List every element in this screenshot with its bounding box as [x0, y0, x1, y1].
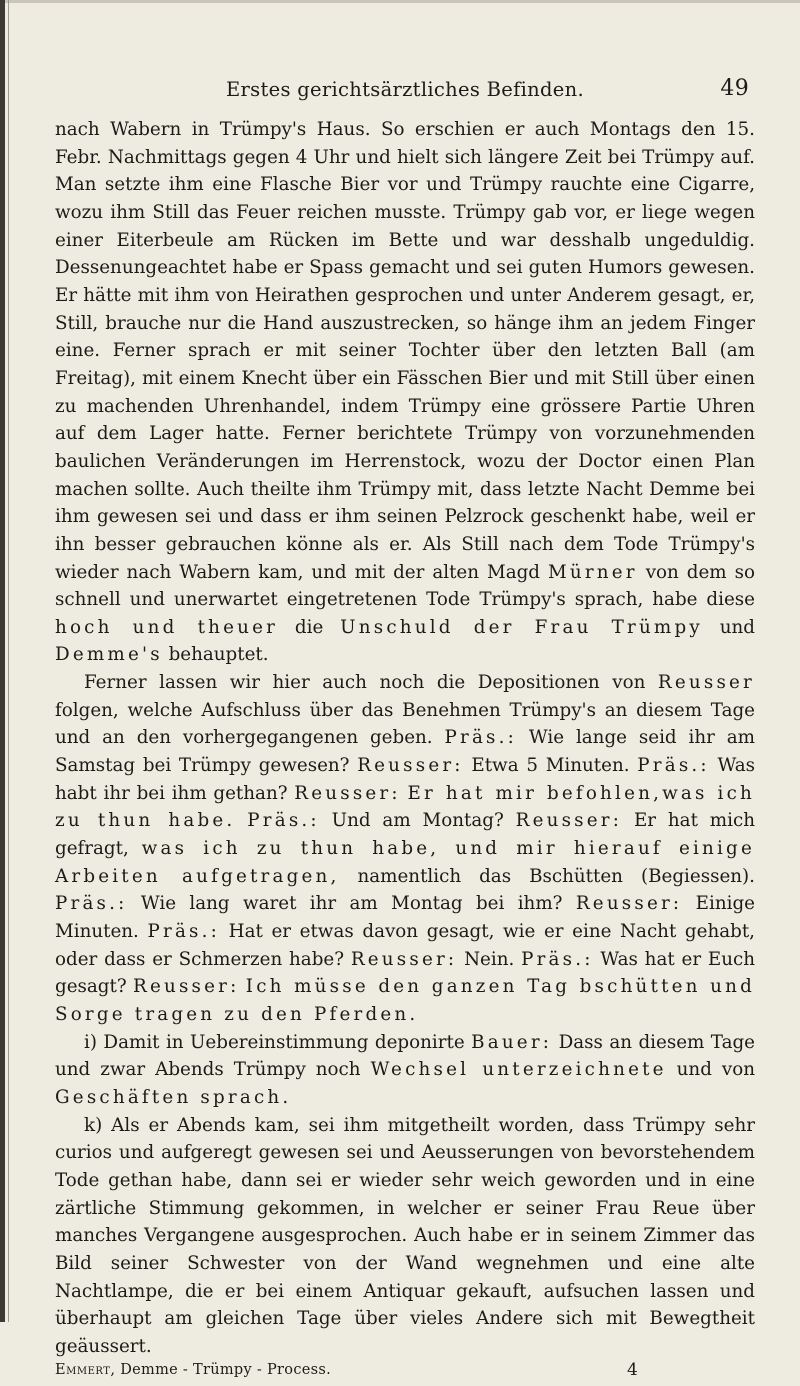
spaced-text: Präs.:: [444, 727, 518, 749]
paragraph-1: [55, 116, 755, 669]
running-title: Erstes gerichtsärztliches Befinden.: [226, 78, 584, 101]
text-run: Wie lang waret ihr am Montag bei ihm?: [127, 893, 576, 915]
spaced-text: Reusser: [657, 672, 755, 694]
paragraph-i: [55, 1029, 755, 1112]
paragraph-2: [55, 669, 755, 1029]
page-body: [55, 116, 755, 1361]
spaced-text: Ich müsse den ganzen Tag bschütten und Sorge tragen zu den Pferden.: [55, 976, 756, 1025]
spaced-text: Demme's: [55, 644, 163, 666]
spaced-text: Unschuld der Frau Trümpy: [340, 616, 703, 638]
text-run: [235, 810, 247, 831]
text-run: k) Als er Abends kam, sei ihm mitgetheilt worden, dass Trümpy sehr curios und aufgeregt gewesen sei und Aeusserungen von bevorstehendem Tode gethan habe, dann sei er wieder sehr weich geworden und in eine zärtliche Stimmung gekommen, in welcher er seiner Frau Reue über manches Vergangene ausgesprochen. Auch habe er in seinem Zimmer das Bild seiner Schwester von der Wand wegnehmen und eine alte Nachtlampe, die er bei einem Antiquar gekauft, aufsuchen lassen und überhaupt am gleichen Tage über vieles Andere sich mit Bewegtheit geäussert.: [55, 1114, 755, 1357]
spaced-text: Reusser:: [133, 976, 240, 998]
spaced-text: Präs.:: [521, 948, 594, 970]
text-run: und von: [666, 1059, 755, 1081]
spaced-text: hoch und theuer: [55, 616, 279, 638]
text-run: behauptet.: [162, 644, 269, 666]
page-number: 49: [720, 76, 749, 101]
spaced-text: was ich zu thun habe, und mir hierauf einige Arbeiten aufgetragen,: [55, 838, 755, 887]
text-run: Er hat mich gefragt,: [55, 810, 755, 860]
text-run: Nein.: [457, 948, 522, 970]
spaced-text: Präs.:: [247, 810, 320, 832]
spaced-text: Reusser:: [357, 755, 464, 777]
spaced-text: Präs.:: [147, 921, 220, 943]
page-binding-edge: [0, 0, 5, 1322]
page-binding-line: [8, 0, 9, 1322]
text-run: Ferner lassen wir hier auch noch die Depositionen von: [84, 672, 658, 694]
spaced-text: Er hat mir befohlen,was ich zu thun habe.: [55, 782, 756, 832]
spaced-text: Reusser:: [575, 893, 683, 915]
text-run: namentlich das Bschütten (Begiessen).: [339, 865, 755, 887]
text-run: Was hat er Euch gesagt?: [55, 948, 755, 998]
paragraph-k: [55, 1112, 755, 1361]
text-run: Wie lange seid ihr am Samstag bei Trümpy gewesen?: [55, 727, 756, 777]
text-run: und: [702, 616, 756, 638]
spaced-text: Präs.:: [637, 755, 710, 777]
footer-author: Emmert: [55, 1361, 111, 1378]
text-run: nach Wabern in Trümpy's Haus. So erschien er auch Montags den 15. Febr. Nachmittags gegen 4 Uhr und hielt sich längere Zeit bei Trümpy auf. Man setzte ihm eine Flasche Bier vor und Trümpy rauchte eine Cigarre, wozu ihm Still das Feuer reichen musste. Trümpy gab vor, er liege wegen einer Eiterbeule am Rücken im Bette und war desshalb ungeduldig. Dessenungeachtet habe er Spass gemacht und sei guten Humors gewesen. Er hätte mit ihm von Heirathen gesprochen und unter Anderem gesagt, er, Still, brauche nur die Hand auszustrecken, so hänge ihm an jedem Finger eine. Ferner sprach er mit seiner Tochter über den letzten Ball (am Freitag), mit einem Knecht über ein Fässchen Bier und mit Still über einen zu machenden Uhrenhandel, indem Trümpy eine grössere Partie Uhren auf dem Lager hatte. Ferner berichtete Trümpy von vorzunehmenden baulichen Veränderungen im Herrenstock, wozu der Doctor einen Plan machen sollte. Auch theilte ihm Trümpy mit, dass letzte Nacht Demme bei ihm gewesen sei und dass er ihm seinen Pelzrock geschenkt habe, weil er ihn besser gebrauchen könne als er. Als Still nach dem Tode Trümpy's wieder nach Wabern kam, und mit der alten Magd: [55, 119, 755, 583]
spaced-text: Reusser:: [515, 810, 623, 832]
spaced-text: Wechsel unterzeichnete: [370, 1059, 667, 1081]
text-run: von dem so schnell und unerwartet eingetretenen Tode Trümpy's sprach, habe diese: [55, 561, 755, 611]
text-run: Und am Montag?: [319, 810, 516, 832]
spaced-text: Mürner: [547, 561, 638, 583]
text-run: i) Damit in Uebereinstimmung deponirte: [84, 1031, 472, 1053]
spaced-text: Reusser:: [294, 782, 401, 804]
text-run: Etwa 5 Minuten.: [463, 755, 638, 777]
text-run: Dass an diesem Tage und zwar Abends Trümpy noch: [55, 1031, 755, 1081]
page-top-edge: [0, 0, 800, 3]
text-run: Hat er etwas davon gesagt, wie er eine Nacht gehabt, oder dass er Schmerzen habe?: [55, 921, 755, 970]
spaced-text: Bauer:: [471, 1031, 553, 1053]
page-footer: [55, 1359, 755, 1386]
signature-mark: 4: [627, 1359, 638, 1380]
spaced-text: Geschäften sprach.: [55, 1086, 292, 1108]
footer-imprint: [55, 1362, 331, 1378]
text-run: die: [278, 616, 341, 638]
text-run: folgen, welche Aufschluss über das Benehmen Trümpy's an diesem Tage und an den vorhergegangenen geben.: [55, 699, 755, 749]
book-page: [55, 78, 755, 1386]
page-header: [55, 78, 755, 116]
spaced-text: Präs.:: [55, 893, 128, 915]
footer-work: , Demme - Trümpy - Process.: [110, 1361, 332, 1378]
spaced-text: Reusser:: [350, 948, 458, 970]
text-run: Einige Minuten.: [55, 893, 755, 943]
text-run: Was habt ihr bei ihm gethan?: [55, 755, 755, 804]
